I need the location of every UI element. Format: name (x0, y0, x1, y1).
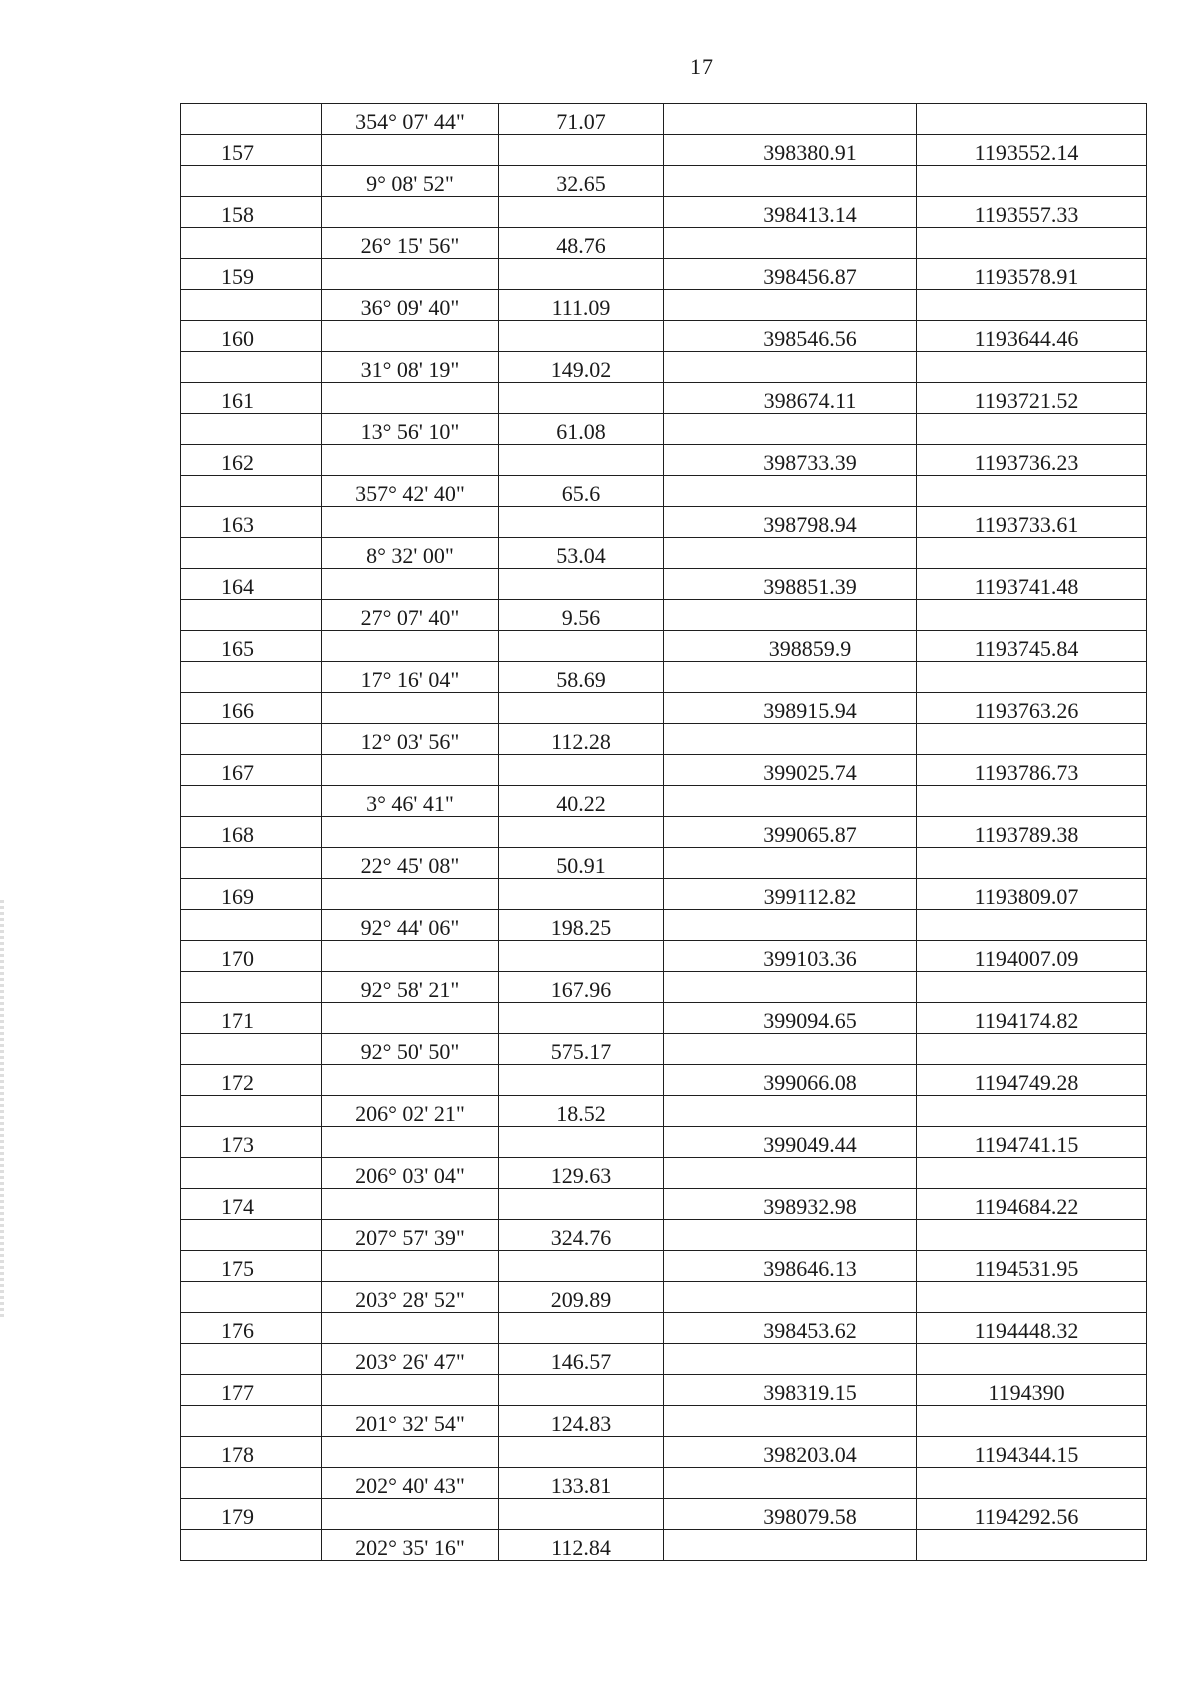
empty-cell (322, 569, 499, 600)
empty-cell (917, 1096, 1147, 1127)
course-row (181, 538, 1147, 569)
empty-cell (664, 538, 917, 569)
station-number-cell: 163 (181, 507, 322, 538)
bearing-cell: 203° 28' 52" (322, 1282, 499, 1313)
coordinate-y-cell: 1193557.33 (917, 197, 1147, 228)
station-row (181, 817, 1147, 848)
empty-cell (181, 352, 322, 383)
station-number-cell: 159 (181, 259, 322, 290)
bearing-cell: 27° 07' 40" (322, 600, 499, 631)
empty-cell (917, 476, 1147, 507)
bearing-cell: 202° 35' 16" (322, 1530, 499, 1561)
station-number-cell: 166 (181, 693, 322, 724)
empty-cell (322, 631, 499, 662)
empty-cell (322, 1003, 499, 1034)
station-row (181, 1189, 1147, 1220)
station-row (181, 383, 1147, 414)
coordinate-x-cell: 398674.11 (664, 383, 917, 414)
empty-cell (499, 1313, 664, 1344)
coordinate-y-cell: 1194344.15 (917, 1437, 1147, 1468)
empty-cell (499, 259, 664, 290)
course-row (181, 290, 1147, 321)
empty-cell (917, 786, 1147, 817)
empty-cell (917, 1406, 1147, 1437)
empty-cell (322, 135, 499, 166)
empty-cell (917, 228, 1147, 259)
station-row (181, 879, 1147, 910)
station-number-cell: 176 (181, 1313, 322, 1344)
empty-cell (917, 600, 1147, 631)
empty-cell (664, 228, 917, 259)
station-number-cell: 175 (181, 1251, 322, 1282)
empty-cell (664, 848, 917, 879)
course-row (181, 1530, 1147, 1561)
distance-cell: 324.76 (499, 1220, 664, 1251)
coordinate-y-cell: 1193786.73 (917, 755, 1147, 786)
bearing-cell: 92° 58' 21" (322, 972, 499, 1003)
station-row (181, 1127, 1147, 1158)
station-row (181, 1003, 1147, 1034)
empty-cell (322, 1251, 499, 1282)
coordinate-x-cell: 399066.08 (664, 1065, 917, 1096)
coordinate-y-cell: 1194448.32 (917, 1313, 1147, 1344)
coordinate-x-cell: 398851.39 (664, 569, 917, 600)
station-number-cell: 177 (181, 1375, 322, 1406)
coordinate-y-cell: 1194174.82 (917, 1003, 1147, 1034)
course-row (181, 786, 1147, 817)
station-row (181, 1065, 1147, 1096)
course-row (181, 1344, 1147, 1375)
coordinate-y-cell: 1193552.14 (917, 135, 1147, 166)
coordinate-y-cell: 1193721.52 (917, 383, 1147, 414)
station-number-cell: 169 (181, 879, 322, 910)
coordinate-x-cell: 399112.82 (664, 879, 917, 910)
station-number-cell: 162 (181, 445, 322, 476)
coordinate-y-cell: 1194749.28 (917, 1065, 1147, 1096)
empty-cell (917, 724, 1147, 755)
empty-cell (917, 166, 1147, 197)
station-number-cell: 161 (181, 383, 322, 414)
empty-cell (499, 1499, 664, 1530)
coordinate-y-cell: 1194007.09 (917, 941, 1147, 972)
coordinate-y-cell: 1193763.26 (917, 693, 1147, 724)
empty-cell (664, 1282, 917, 1313)
traverse-table-body (181, 104, 1147, 1561)
distance-cell: 575.17 (499, 1034, 664, 1065)
empty-cell (664, 724, 917, 755)
station-row (181, 755, 1147, 786)
empty-cell (664, 352, 917, 383)
empty-cell (499, 445, 664, 476)
course-row (181, 600, 1147, 631)
course-row (181, 848, 1147, 879)
empty-cell (917, 1282, 1147, 1313)
empty-cell (322, 1065, 499, 1096)
distance-cell: 112.84 (499, 1530, 664, 1561)
coordinate-y-cell: 1194531.95 (917, 1251, 1147, 1282)
empty-cell (664, 290, 917, 321)
empty-cell (181, 972, 322, 1003)
empty-cell (322, 693, 499, 724)
bearing-cell: 12° 03' 56" (322, 724, 499, 755)
distance-cell: 209.89 (499, 1282, 664, 1313)
empty-cell (322, 507, 499, 538)
bearing-cell: 206° 02' 21" (322, 1096, 499, 1127)
empty-cell (499, 135, 664, 166)
course-row (181, 910, 1147, 941)
bearing-cell: 206° 03' 04" (322, 1158, 499, 1189)
coordinate-y-cell: 1193733.61 (917, 507, 1147, 538)
empty-cell (664, 1220, 917, 1251)
bearing-cell: 13° 56' 10" (322, 414, 499, 445)
empty-cell (181, 662, 322, 693)
empty-cell (664, 786, 917, 817)
bearing-cell: 354° 07' 44" (322, 104, 499, 135)
empty-cell (664, 600, 917, 631)
empty-cell (664, 1096, 917, 1127)
station-row (181, 507, 1147, 538)
distance-cell: 48.76 (499, 228, 664, 259)
empty-cell (322, 817, 499, 848)
coordinate-x-cell: 398203.04 (664, 1437, 917, 1468)
empty-cell (181, 1158, 322, 1189)
station-number-cell: 164 (181, 569, 322, 600)
distance-cell: 65.6 (499, 476, 664, 507)
empty-cell (917, 1468, 1147, 1499)
distance-cell: 53.04 (499, 538, 664, 569)
bearing-cell: 202° 40' 43" (322, 1468, 499, 1499)
bearing-cell: 3° 46' 41" (322, 786, 499, 817)
station-row (181, 197, 1147, 228)
empty-cell (322, 879, 499, 910)
coordinate-y-cell: 1193741.48 (917, 569, 1147, 600)
empty-cell (664, 166, 917, 197)
coordinate-x-cell: 399025.74 (664, 755, 917, 786)
empty-cell (917, 1034, 1147, 1065)
coordinate-x-cell: 399049.44 (664, 1127, 917, 1158)
coordinate-x-cell: 398932.98 (664, 1189, 917, 1220)
station-row (181, 1251, 1147, 1282)
empty-cell (499, 941, 664, 972)
station-number-cell: 170 (181, 941, 322, 972)
empty-cell (499, 1437, 664, 1468)
empty-cell (917, 290, 1147, 321)
empty-cell (181, 166, 322, 197)
empty-cell (664, 1468, 917, 1499)
coordinate-y-cell: 1193644.46 (917, 321, 1147, 352)
empty-cell (181, 600, 322, 631)
coordinate-x-cell: 399103.36 (664, 941, 917, 972)
coordinate-x-cell: 398798.94 (664, 507, 917, 538)
empty-cell (917, 1220, 1147, 1251)
empty-cell (322, 259, 499, 290)
empty-cell (664, 1406, 917, 1437)
empty-cell (664, 662, 917, 693)
station-row (181, 321, 1147, 352)
empty-cell (917, 1530, 1147, 1561)
distance-cell: 129.63 (499, 1158, 664, 1189)
empty-cell (181, 910, 322, 941)
empty-cell (322, 321, 499, 352)
empty-cell (917, 414, 1147, 445)
bearing-cell: 36° 09' 40" (322, 290, 499, 321)
bearing-cell: 92° 50' 50" (322, 1034, 499, 1065)
coordinate-x-cell: 398413.14 (664, 197, 917, 228)
scan-edge-artifact (0, 900, 4, 1320)
empty-cell (181, 1468, 322, 1499)
empty-cell (664, 972, 917, 1003)
coordinate-x-cell: 398733.39 (664, 445, 917, 476)
station-row (181, 135, 1147, 166)
bearing-cell: 8° 32' 00" (322, 538, 499, 569)
empty-cell (499, 383, 664, 414)
distance-cell: 32.65 (499, 166, 664, 197)
empty-cell (181, 414, 322, 445)
empty-cell (917, 1344, 1147, 1375)
coordinate-y-cell: 1193736.23 (917, 445, 1147, 476)
coordinate-x-cell: 398453.62 (664, 1313, 917, 1344)
course-row (181, 476, 1147, 507)
empty-cell (181, 1344, 322, 1375)
traverse-table (180, 103, 1147, 1561)
empty-cell (499, 321, 664, 352)
empty-cell (181, 1530, 322, 1561)
empty-cell (322, 941, 499, 972)
empty-cell (181, 1406, 322, 1437)
station-row (181, 1437, 1147, 1468)
empty-cell (499, 817, 664, 848)
coordinate-x-cell: 398380.91 (664, 135, 917, 166)
course-row (181, 662, 1147, 693)
empty-cell (917, 104, 1147, 135)
empty-cell (499, 569, 664, 600)
distance-cell: 146.57 (499, 1344, 664, 1375)
course-row (181, 724, 1147, 755)
empty-cell (499, 1375, 664, 1406)
empty-cell (181, 786, 322, 817)
empty-cell (181, 538, 322, 569)
distance-cell: 198.25 (499, 910, 664, 941)
distance-cell: 167.96 (499, 972, 664, 1003)
bearing-cell: 207° 57' 39" (322, 1220, 499, 1251)
empty-cell (499, 879, 664, 910)
empty-cell (181, 1282, 322, 1313)
station-number-cell: 160 (181, 321, 322, 352)
distance-cell: 40.22 (499, 786, 664, 817)
station-row (181, 693, 1147, 724)
distance-cell: 71.07 (499, 104, 664, 135)
empty-cell (917, 972, 1147, 1003)
empty-cell (499, 1065, 664, 1096)
station-number-cell: 165 (181, 631, 322, 662)
empty-cell (499, 755, 664, 786)
station-row (181, 1375, 1147, 1406)
coordinate-y-cell: 1193578.91 (917, 259, 1147, 290)
course-row (181, 104, 1147, 135)
empty-cell (322, 197, 499, 228)
empty-cell (322, 445, 499, 476)
empty-cell (917, 848, 1147, 879)
bearing-cell: 22° 45' 08" (322, 848, 499, 879)
course-row (181, 1096, 1147, 1127)
station-row (181, 941, 1147, 972)
empty-cell (499, 197, 664, 228)
page-number: 17 (690, 54, 714, 79)
station-number-cell: 158 (181, 197, 322, 228)
coordinate-x-cell: 398646.13 (664, 1251, 917, 1282)
empty-cell (322, 1499, 499, 1530)
empty-cell (664, 104, 917, 135)
station-number-cell: 168 (181, 817, 322, 848)
course-row (181, 1468, 1147, 1499)
station-number-cell: 173 (181, 1127, 322, 1158)
station-number-cell: 167 (181, 755, 322, 786)
empty-cell (322, 1127, 499, 1158)
coordinate-x-cell: 398079.58 (664, 1499, 917, 1530)
station-row (181, 1499, 1147, 1530)
empty-cell (499, 1003, 664, 1034)
distance-cell: 112.28 (499, 724, 664, 755)
empty-cell (499, 507, 664, 538)
empty-cell (322, 1437, 499, 1468)
bearing-cell: 201° 32' 54" (322, 1406, 499, 1437)
empty-cell (499, 631, 664, 662)
bearing-cell: 357° 42' 40" (322, 476, 499, 507)
station-row (181, 445, 1147, 476)
course-row (181, 1034, 1147, 1065)
distance-cell: 18.52 (499, 1096, 664, 1127)
coordinate-y-cell: 1194292.56 (917, 1499, 1147, 1530)
distance-cell: 9.56 (499, 600, 664, 631)
station-row (181, 631, 1147, 662)
distance-cell: 61.08 (499, 414, 664, 445)
bearing-cell: 17° 16' 04" (322, 662, 499, 693)
coordinate-y-cell: 1193789.38 (917, 817, 1147, 848)
bearing-cell: 31° 08' 19" (322, 352, 499, 383)
station-number-cell: 179 (181, 1499, 322, 1530)
empty-cell (664, 1344, 917, 1375)
empty-cell (499, 1251, 664, 1282)
course-row (181, 1220, 1147, 1251)
station-number-cell: 157 (181, 135, 322, 166)
empty-cell (499, 1127, 664, 1158)
course-row (181, 228, 1147, 259)
course-row (181, 1158, 1147, 1189)
empty-cell (181, 848, 322, 879)
empty-cell (499, 1189, 664, 1220)
station-row (181, 1313, 1147, 1344)
distance-cell: 50.91 (499, 848, 664, 879)
coordinate-y-cell: 1194741.15 (917, 1127, 1147, 1158)
empty-cell (917, 538, 1147, 569)
distance-cell: 124.83 (499, 1406, 664, 1437)
course-row (181, 166, 1147, 197)
coordinate-x-cell: 398319.15 (664, 1375, 917, 1406)
empty-cell (664, 1158, 917, 1189)
coordinate-x-cell: 399065.87 (664, 817, 917, 848)
empty-cell (322, 1313, 499, 1344)
empty-cell (664, 910, 917, 941)
empty-cell (322, 1189, 499, 1220)
bearing-cell: 92° 44' 06" (322, 910, 499, 941)
empty-cell (664, 1530, 917, 1561)
distance-cell: 133.81 (499, 1468, 664, 1499)
coordinate-y-cell: 1193745.84 (917, 631, 1147, 662)
empty-cell (181, 290, 322, 321)
station-number-cell: 171 (181, 1003, 322, 1034)
bearing-cell: 26° 15' 56" (322, 228, 499, 259)
station-number-cell: 174 (181, 1189, 322, 1220)
coordinate-y-cell: 1194684.22 (917, 1189, 1147, 1220)
coordinate-x-cell: 398915.94 (664, 693, 917, 724)
empty-cell (917, 910, 1147, 941)
empty-cell (917, 1158, 1147, 1189)
empty-cell (917, 352, 1147, 383)
empty-cell (499, 693, 664, 724)
empty-cell (181, 104, 322, 135)
station-number-cell: 172 (181, 1065, 322, 1096)
station-number-cell: 178 (181, 1437, 322, 1468)
empty-cell (917, 662, 1147, 693)
empty-cell (181, 1034, 322, 1065)
distance-cell: 111.09 (499, 290, 664, 321)
coordinate-y-cell: 1194390 (917, 1375, 1147, 1406)
empty-cell (664, 476, 917, 507)
empty-cell (664, 1034, 917, 1065)
distance-cell: 58.69 (499, 662, 664, 693)
empty-cell (181, 1096, 322, 1127)
course-row (181, 972, 1147, 1003)
station-row (181, 569, 1147, 600)
course-row (181, 414, 1147, 445)
station-row (181, 259, 1147, 290)
empty-cell (181, 476, 322, 507)
empty-cell (322, 1375, 499, 1406)
empty-cell (322, 755, 499, 786)
bearing-cell: 9° 08' 52" (322, 166, 499, 197)
empty-cell (181, 724, 322, 755)
bearing-cell: 203° 26' 47" (322, 1344, 499, 1375)
coordinate-x-cell: 398456.87 (664, 259, 917, 290)
coordinate-x-cell: 398859.9 (664, 631, 917, 662)
course-row (181, 1282, 1147, 1313)
empty-cell (181, 1220, 322, 1251)
empty-cell (181, 228, 322, 259)
coordinate-x-cell: 399094.65 (664, 1003, 917, 1034)
empty-cell (322, 383, 499, 414)
coordinate-x-cell: 398546.56 (664, 321, 917, 352)
empty-cell (664, 414, 917, 445)
course-row (181, 352, 1147, 383)
course-row (181, 1406, 1147, 1437)
distance-cell: 149.02 (499, 352, 664, 383)
coordinate-y-cell: 1193809.07 (917, 879, 1147, 910)
